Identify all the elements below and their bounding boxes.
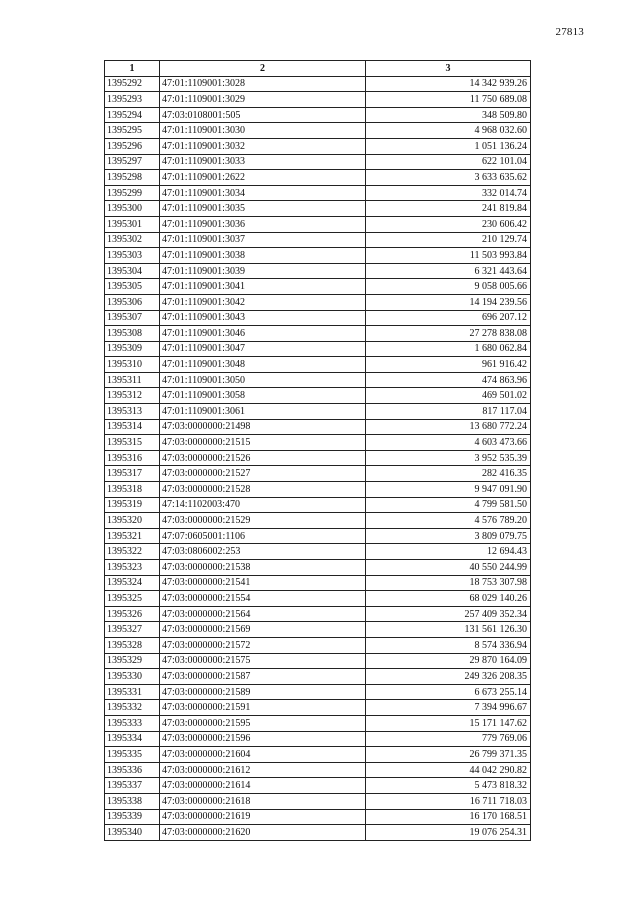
table-row xyxy=(105,310,531,326)
value-cell: 9 947 091.90 xyxy=(366,482,531,498)
value-cell: 9 058 005.66 xyxy=(366,279,531,295)
row-number-cell: 1395293 xyxy=(105,92,160,108)
table-row xyxy=(105,326,531,342)
cadastral-number-cell: 47:03:0000000:21529 xyxy=(160,513,366,529)
cadastral-number-cell: 47:03:0108001:505 xyxy=(160,107,366,123)
row-number-cell: 1395325 xyxy=(105,591,160,607)
value-cell: 12 694.43 xyxy=(366,544,531,560)
table-row xyxy=(105,154,531,170)
cadastral-number-cell: 47:01:1109001:3048 xyxy=(160,357,366,373)
value-cell: 14 342 939.26 xyxy=(366,76,531,92)
cadastral-number-cell: 47:01:1109001:3042 xyxy=(160,294,366,310)
table-row xyxy=(105,466,531,482)
value-cell: 1 051 136.24 xyxy=(366,138,531,154)
value-cell: 474 863.96 xyxy=(366,372,531,388)
value-cell: 779 769.06 xyxy=(366,731,531,747)
table-row xyxy=(105,606,531,622)
table-row xyxy=(105,341,531,357)
table-row xyxy=(105,731,531,747)
row-number-cell: 1395292 xyxy=(105,76,160,92)
cadastral-number-cell: 47:03:0000000:21587 xyxy=(160,669,366,685)
column-header-2: 2 xyxy=(160,61,366,77)
cadastral-number-cell: 47:03:0000000:21589 xyxy=(160,684,366,700)
cadastral-number-cell: 47:03:0000000:21618 xyxy=(160,793,366,809)
cadastral-number-cell: 47:01:1109001:3034 xyxy=(160,185,366,201)
table-row xyxy=(105,622,531,638)
row-number-cell: 1395327 xyxy=(105,622,160,638)
value-cell: 469 501.02 xyxy=(366,388,531,404)
cadastral-number-cell: 47:01:1109001:3043 xyxy=(160,310,366,326)
row-number-cell: 1395294 xyxy=(105,107,160,123)
cadastral-number-cell: 47:01:1109001:3036 xyxy=(160,216,366,232)
row-number-cell: 1395337 xyxy=(105,778,160,794)
table-row xyxy=(105,435,531,451)
cadastral-number-cell: 47:14:1102003:470 xyxy=(160,497,366,513)
cadastral-number-cell: 47:01:1109001:3033 xyxy=(160,154,366,170)
table-row xyxy=(105,560,531,576)
table-row xyxy=(105,404,531,420)
row-number-cell: 1395324 xyxy=(105,575,160,591)
row-number-cell: 1395318 xyxy=(105,482,160,498)
row-number-cell: 1395309 xyxy=(105,341,160,357)
column-header-3: 3 xyxy=(366,61,531,77)
table-row xyxy=(105,513,531,529)
cadastral-number-cell: 47:03:0000000:21612 xyxy=(160,762,366,778)
value-cell: 230 606.42 xyxy=(366,216,531,232)
table-row xyxy=(105,591,531,607)
cadastral-number-cell: 47:01:1109001:3028 xyxy=(160,76,366,92)
cadastral-number-cell: 47:01:1109001:3050 xyxy=(160,372,366,388)
row-number-cell: 1395335 xyxy=(105,747,160,763)
table-row xyxy=(105,528,531,544)
value-cell: 68 029 140.26 xyxy=(366,591,531,607)
table-row xyxy=(105,793,531,809)
table-row xyxy=(105,762,531,778)
row-number-cell: 1395304 xyxy=(105,263,160,279)
table-row xyxy=(105,497,531,513)
row-number-cell: 1395333 xyxy=(105,715,160,731)
row-number-cell: 1395303 xyxy=(105,248,160,264)
row-number-cell: 1395338 xyxy=(105,793,160,809)
cadastral-number-cell: 47:07:0605001:1106 xyxy=(160,528,366,544)
value-cell: 4 603 473.66 xyxy=(366,435,531,451)
table-row xyxy=(105,544,531,560)
cadastral-number-cell: 47:01:1109001:3032 xyxy=(160,138,366,154)
cadastral-number-cell: 47:01:1109001:3035 xyxy=(160,201,366,217)
table-row xyxy=(105,185,531,201)
value-cell: 16 170 168.51 xyxy=(366,809,531,825)
value-cell: 3 809 079.75 xyxy=(366,528,531,544)
row-number-cell: 1395329 xyxy=(105,653,160,669)
table-row xyxy=(105,92,531,108)
cadastral-number-cell: 47:03:0000000:21619 xyxy=(160,809,366,825)
row-number-cell: 1395334 xyxy=(105,731,160,747)
table-row xyxy=(105,653,531,669)
value-cell: 1 680 062.84 xyxy=(366,341,531,357)
table-row xyxy=(105,201,531,217)
value-cell: 26 799 371.35 xyxy=(366,747,531,763)
cadastral-number-cell: 47:03:0000000:21591 xyxy=(160,700,366,716)
row-number-cell: 1395332 xyxy=(105,700,160,716)
table-row xyxy=(105,684,531,700)
value-cell: 29 870 164.09 xyxy=(366,653,531,669)
cadastral-number-cell: 47:03:0000000:21554 xyxy=(160,591,366,607)
cadastral-number-cell: 47:03:0000000:21541 xyxy=(160,575,366,591)
cadastral-number-cell: 47:03:0000000:21538 xyxy=(160,560,366,576)
row-number-cell: 1395307 xyxy=(105,310,160,326)
value-cell: 7 394 996.67 xyxy=(366,700,531,716)
cadastral-number-cell: 47:01:1109001:3046 xyxy=(160,326,366,342)
row-number-cell: 1395306 xyxy=(105,294,160,310)
table-row xyxy=(105,809,531,825)
cadastral-number-cell: 47:01:1109001:2622 xyxy=(160,170,366,186)
table-row xyxy=(105,248,531,264)
cadastral-number-cell: 47:01:1109001:3041 xyxy=(160,279,366,295)
row-number-cell: 1395339 xyxy=(105,809,160,825)
row-number-cell: 1395297 xyxy=(105,154,160,170)
value-cell: 696 207.12 xyxy=(366,310,531,326)
row-number-cell: 1395300 xyxy=(105,201,160,217)
value-cell: 40 550 244.99 xyxy=(366,560,531,576)
value-cell: 4 799 581.50 xyxy=(366,497,531,513)
value-cell: 257 409 352.34 xyxy=(366,606,531,622)
row-number-cell: 1395311 xyxy=(105,372,160,388)
row-number-cell: 1395320 xyxy=(105,513,160,529)
value-cell: 622 101.04 xyxy=(366,154,531,170)
cadastral-number-cell: 47:03:0000000:21575 xyxy=(160,653,366,669)
value-cell: 348 509.80 xyxy=(366,107,531,123)
cadastral-number-cell: 47:03:0000000:21604 xyxy=(160,747,366,763)
row-number-cell: 1395296 xyxy=(105,138,160,154)
row-number-cell: 1395299 xyxy=(105,185,160,201)
table-row xyxy=(105,575,531,591)
value-cell: 961 916.42 xyxy=(366,357,531,373)
table-row xyxy=(105,715,531,731)
row-number-cell: 1395328 xyxy=(105,637,160,653)
value-cell: 6 321 443.64 xyxy=(366,263,531,279)
table-row xyxy=(105,482,531,498)
table-row xyxy=(105,669,531,685)
row-number-cell: 1395317 xyxy=(105,466,160,482)
value-cell: 249 326 208.35 xyxy=(366,669,531,685)
row-number-cell: 1395310 xyxy=(105,357,160,373)
row-number-cell: 1395316 xyxy=(105,450,160,466)
value-cell: 241 819.84 xyxy=(366,201,531,217)
value-cell: 131 561 126.30 xyxy=(366,622,531,638)
cadastral-number-cell: 47:01:1109001:3058 xyxy=(160,388,366,404)
value-cell: 18 753 307.98 xyxy=(366,575,531,591)
value-cell: 4 576 789.20 xyxy=(366,513,531,529)
cadastral-number-cell: 47:01:1109001:3047 xyxy=(160,341,366,357)
row-number-cell: 1395308 xyxy=(105,326,160,342)
cadastral-number-cell: 47:03:0806002:253 xyxy=(160,544,366,560)
table-row xyxy=(105,123,531,139)
row-number-cell: 1395314 xyxy=(105,419,160,435)
value-cell: 13 680 772.24 xyxy=(366,419,531,435)
row-number-cell: 1395322 xyxy=(105,544,160,560)
row-number-cell: 1395301 xyxy=(105,216,160,232)
cadastral-number-cell: 47:01:1109001:3038 xyxy=(160,248,366,264)
cadastral-number-cell: 47:03:0000000:21498 xyxy=(160,419,366,435)
cadastral-number-cell: 47:01:1109001:3037 xyxy=(160,232,366,248)
data-table xyxy=(104,60,531,841)
row-number-cell: 1395323 xyxy=(105,560,160,576)
cadastral-number-cell: 47:01:1109001:3029 xyxy=(160,92,366,108)
row-number-cell: 1395321 xyxy=(105,528,160,544)
value-cell: 332 014.74 xyxy=(366,185,531,201)
table-row xyxy=(105,778,531,794)
value-cell: 3 633 635.62 xyxy=(366,170,531,186)
table-row xyxy=(105,637,531,653)
cadastral-number-cell: 47:03:0000000:21564 xyxy=(160,606,366,622)
row-number-cell: 1395302 xyxy=(105,232,160,248)
row-number-cell: 1395331 xyxy=(105,684,160,700)
table-row xyxy=(105,357,531,373)
cadastral-number-cell: 47:03:0000000:21620 xyxy=(160,825,366,841)
row-number-cell: 1395326 xyxy=(105,606,160,622)
table-row xyxy=(105,170,531,186)
table-row xyxy=(105,388,531,404)
row-number-cell: 1395295 xyxy=(105,123,160,139)
row-number-cell: 1395336 xyxy=(105,762,160,778)
cadastral-number-cell: 47:03:0000000:21596 xyxy=(160,731,366,747)
row-number-cell: 1395298 xyxy=(105,170,160,186)
table-row xyxy=(105,279,531,295)
row-number-cell: 1395315 xyxy=(105,435,160,451)
value-cell: 15 171 147.62 xyxy=(366,715,531,731)
value-cell: 44 042 290.82 xyxy=(366,762,531,778)
table-row xyxy=(105,825,531,841)
table-row xyxy=(105,232,531,248)
value-cell: 4 968 032.60 xyxy=(366,123,531,139)
cadastral-number-cell: 47:01:1109001:3039 xyxy=(160,263,366,279)
cadastral-number-cell: 47:03:0000000:21569 xyxy=(160,622,366,638)
cadastral-number-cell: 47:03:0000000:21526 xyxy=(160,450,366,466)
value-cell: 5 473 818.32 xyxy=(366,778,531,794)
table-row xyxy=(105,76,531,92)
page-number: 27813 xyxy=(555,26,584,38)
table-row xyxy=(105,216,531,232)
cadastral-number-cell: 47:03:0000000:21595 xyxy=(160,715,366,731)
row-number-cell: 1395340 xyxy=(105,825,160,841)
cadastral-number-cell: 47:03:0000000:21515 xyxy=(160,435,366,451)
value-cell: 16 711 718.03 xyxy=(366,793,531,809)
table-row xyxy=(105,294,531,310)
value-cell: 3 952 535.39 xyxy=(366,450,531,466)
cadastral-number-cell: 47:03:0000000:21572 xyxy=(160,637,366,653)
table-row xyxy=(105,700,531,716)
row-number-cell: 1395312 xyxy=(105,388,160,404)
table-row xyxy=(105,107,531,123)
table-header-row xyxy=(105,61,531,77)
value-cell: 14 194 239.56 xyxy=(366,294,531,310)
table-row xyxy=(105,138,531,154)
cadastral-number-cell: 47:03:0000000:21527 xyxy=(160,466,366,482)
value-cell: 8 574 336.94 xyxy=(366,637,531,653)
value-cell: 210 129.74 xyxy=(366,232,531,248)
table-row xyxy=(105,747,531,763)
cadastral-number-cell: 47:03:0000000:21614 xyxy=(160,778,366,794)
value-cell: 19 076 254.31 xyxy=(366,825,531,841)
cadastral-number-cell: 47:01:1109001:3030 xyxy=(160,123,366,139)
table-row xyxy=(105,450,531,466)
row-number-cell: 1395305 xyxy=(105,279,160,295)
value-cell: 817 117.04 xyxy=(366,404,531,420)
table-row xyxy=(105,419,531,435)
value-cell: 11 750 689.08 xyxy=(366,92,531,108)
value-cell: 6 673 255.14 xyxy=(366,684,531,700)
table-row xyxy=(105,263,531,279)
row-number-cell: 1395313 xyxy=(105,404,160,420)
value-cell: 11 503 993.84 xyxy=(366,248,531,264)
cadastral-number-cell: 47:01:1109001:3061 xyxy=(160,404,366,420)
table-row xyxy=(105,372,531,388)
cadastral-number-cell: 47:03:0000000:21528 xyxy=(160,482,366,498)
table-body xyxy=(105,76,531,840)
column-header-1: 1 xyxy=(105,61,160,77)
value-cell: 27 278 838.08 xyxy=(366,326,531,342)
value-cell: 282 416.35 xyxy=(366,466,531,482)
row-number-cell: 1395330 xyxy=(105,669,160,685)
row-number-cell: 1395319 xyxy=(105,497,160,513)
